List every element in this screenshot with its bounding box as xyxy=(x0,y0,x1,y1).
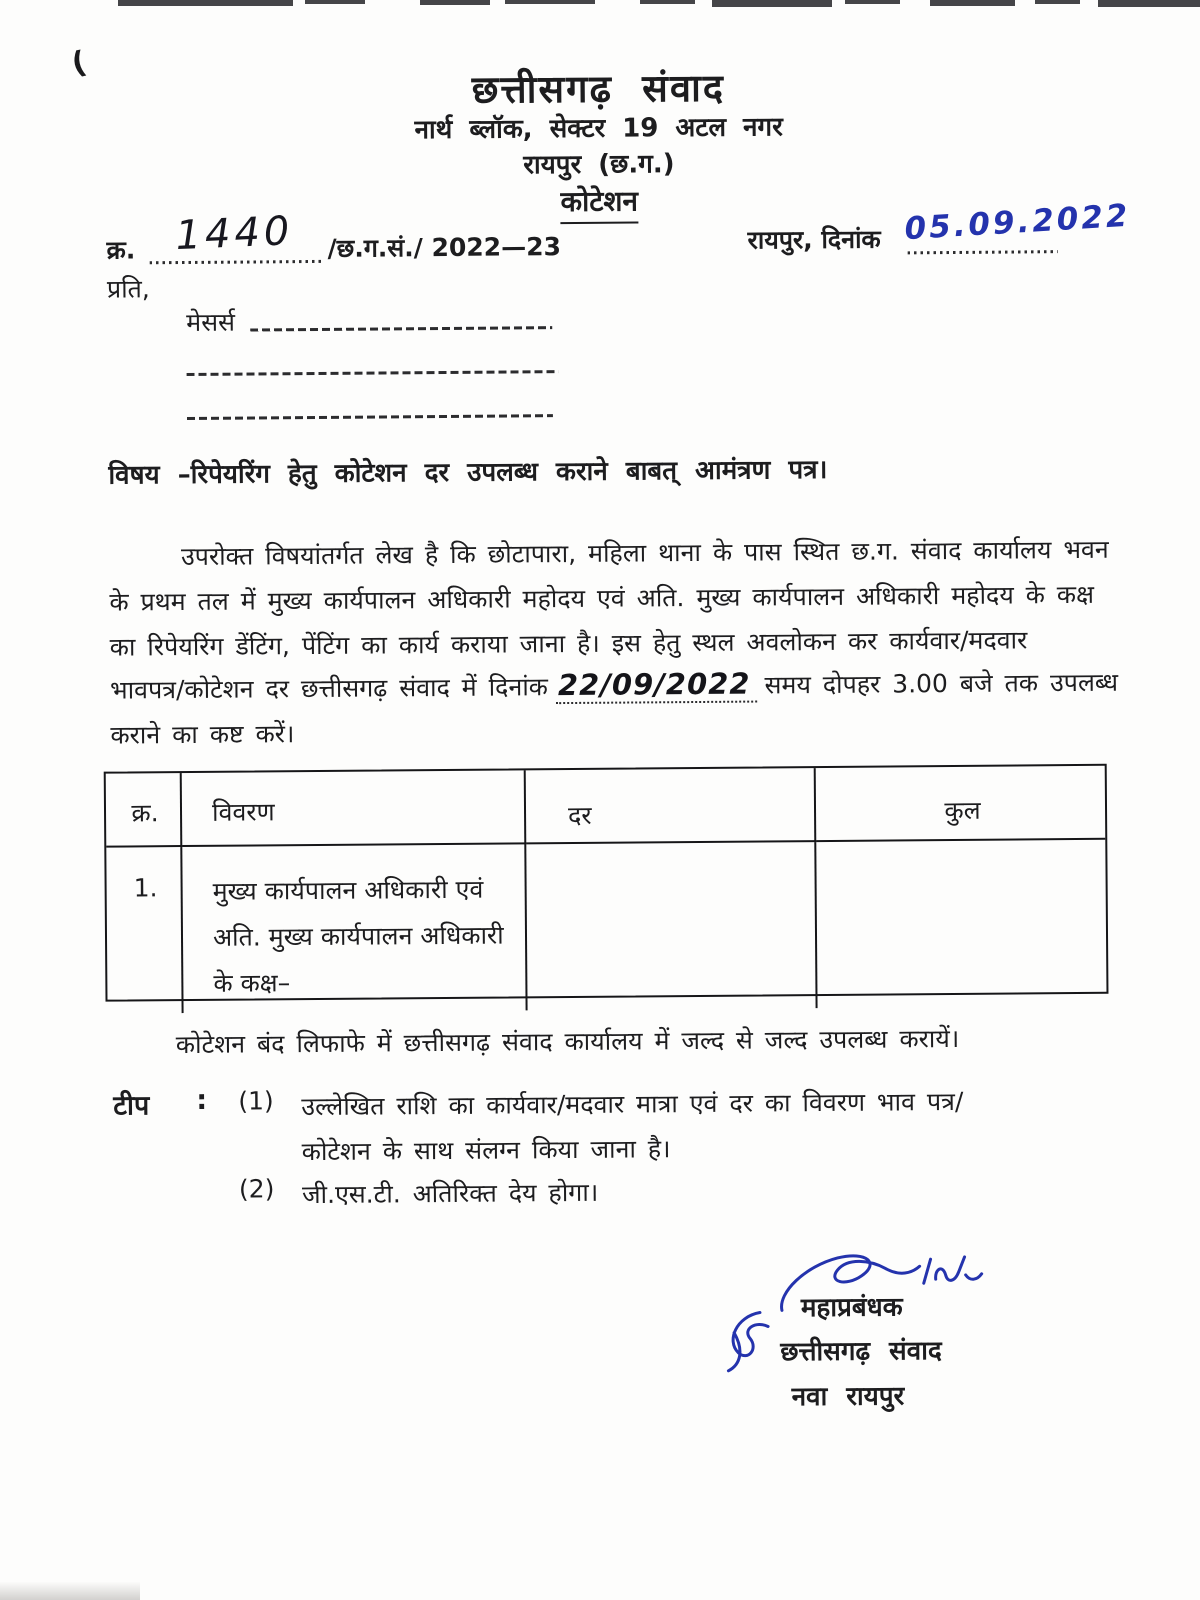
body-line-1: उपरोक्त विषयांतर्गत लेख है कि छोटापारा, महिला थाना के पास स्थित छ.ग. संवाद कार्यालय भवन xyxy=(180,534,1109,572)
messrs-blank-line-2 xyxy=(187,370,559,376)
closing-line: कोटेशन बंद लिफाफे में छत्तीसगढ़ संवाद कार्यालय में जल्द से जल्द उपलब्ध करायें। xyxy=(175,1023,960,1060)
signatory-place: नवा रायपुर xyxy=(791,1381,905,1413)
pen-mark: ( xyxy=(68,44,90,82)
body-line-2: के प्रथम तल में मुख्य कार्यपालन अधिकारी महोदय एवं अति. मुख्य कार्यपालन अधिकारी महोदय के कक्ष xyxy=(109,579,1095,617)
place-date-label: रायपुर, दिनांक xyxy=(747,224,881,255)
table-cell-description: मुख्य कार्यपालन अधिकारी एवं अति. मुख्य कार्यपालन अधिकारी के कक्ष– xyxy=(182,844,527,1013)
notes-label: टीप xyxy=(113,1090,150,1122)
table-header-total: कुल xyxy=(816,766,1106,842)
note-1-text: उल्लेखित राशि का कार्यवार/मदवार मात्रा एवं दर का विवरण भाव पत्र/कोटेशन के साथ संलग्न किया जाना है। xyxy=(301,1086,964,1167)
to-label: प्रति, xyxy=(106,274,150,304)
ref-number-dotted-line xyxy=(150,260,324,264)
table-header-description: विवरण xyxy=(182,770,527,847)
table-header-sno: क्र. xyxy=(106,773,183,848)
note-2-number: (2) xyxy=(238,1174,275,1204)
table-header-rate: दर xyxy=(526,768,817,844)
org-address: नार्थ ब्लॉक, सेक्टर 19 अटल नगर xyxy=(414,112,783,146)
subject-line: विषय –रिपेयरिंग हेतु कोटेशन दर उपलब्ध कराने बाबत् आमंत्रण पत्र। xyxy=(108,454,828,491)
ref-number-suffix: /छ.ग.सं./ 2022—23 xyxy=(327,232,562,263)
messrs-label: मेसर्स xyxy=(186,307,236,338)
org-title: छत्तीसगढ़ संवाद xyxy=(471,65,726,112)
table-cell-rate xyxy=(526,842,817,1010)
body-line-4-post: समय दोपहर 3.00 बजे तक उपलब्ध xyxy=(764,667,1119,700)
note-2-text: जी.एस.टी. अतिरिक्त देय होगा। xyxy=(301,1177,599,1210)
table-cell-sno: 1. xyxy=(106,847,183,1014)
notes-separator: : xyxy=(196,1084,208,1116)
ref-number-prefix: क्र. xyxy=(106,235,136,265)
table-cell-total xyxy=(816,840,1106,1008)
body-date-handwritten: 22/09/2022 xyxy=(556,667,757,705)
quotation-table xyxy=(104,764,1109,1002)
date-handwritten: 05.09.2022 xyxy=(903,197,1132,248)
signatory-org: छत्तीसगढ़ संवाद xyxy=(780,1336,942,1368)
signature-scribble xyxy=(720,1306,787,1373)
org-city: रायपुर (छ.ग.) xyxy=(523,149,675,181)
note-1-number: (1) xyxy=(238,1086,274,1116)
document-type-heading: कोटेशन xyxy=(560,181,638,224)
date-dotted-line xyxy=(908,250,1058,254)
ref-number-handwritten: 1440 xyxy=(174,208,295,260)
body-line-4-pre: भावपत्र/कोटेशन दर छत्तीसगढ़ संवाद में दिनांक xyxy=(109,672,549,705)
signatory-designation: महाप्रबंधक xyxy=(800,1292,903,1324)
body-line-5: कराने का कष्ट करें। xyxy=(110,719,295,750)
messrs-blank-line-1 xyxy=(250,326,552,331)
body-line-3: का रिपेयरिंग डेंटिंग, पेंटिंग का कार्य कराया जाना है। इस हेतु स्थल अवलोकन कर कार्यवार/मदवार xyxy=(109,625,1028,662)
messrs-blank-line-3 xyxy=(187,414,553,420)
